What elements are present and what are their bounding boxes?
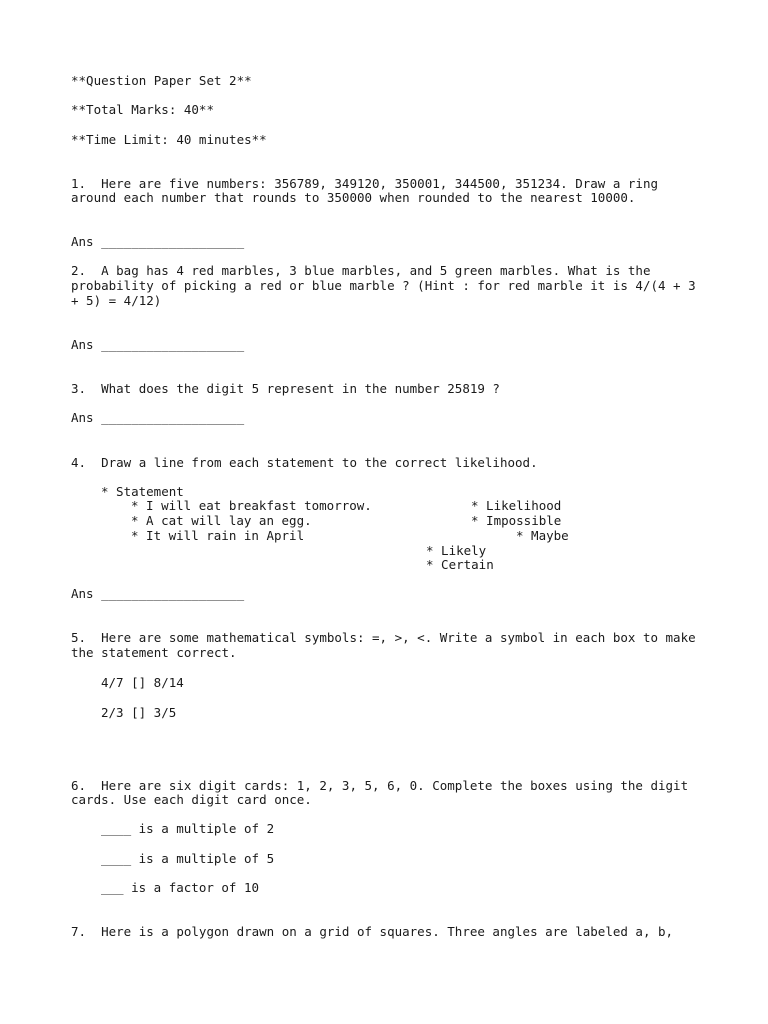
time-limit: **Time Limit: 40 minutes** — [71, 132, 267, 147]
likelihood-header: * Likelihood — [471, 498, 562, 513]
q1-text-line-2: around each number that rounds to 350000 when rounded to the nearest 10000. — [71, 190, 636, 205]
likelihood-item: * Maybe — [516, 528, 569, 543]
q6-blank-item[interactable]: ____ is a multiple of 2 — [101, 821, 275, 836]
q6-blank-item[interactable]: ___ is a factor of 10 — [101, 880, 260, 895]
statement-item: * It will rain in April — [131, 528, 305, 543]
statement-header: * Statement — [101, 484, 184, 499]
q7-text-line-1: 7. Here is a polygon drawn on a grid of squares. Three angles are labeled a, b, — [71, 924, 674, 939]
q3-answer-blank[interactable]: Ans ___________________ — [71, 410, 245, 425]
paper-title: **Question Paper Set 2** — [71, 73, 252, 88]
total-marks: **Total Marks: 40** — [71, 102, 214, 117]
q2-text-line-2: probability of picking a red or blue marble ? (Hint : for red marble it is 4/(4 + 3 — [71, 278, 696, 293]
likelihood-item: * Likely — [426, 543, 487, 558]
q5-comparison[interactable]: 4/7 [] 8/14 — [101, 675, 184, 690]
likelihood-item: * Impossible — [471, 513, 562, 528]
q6-blank-item[interactable]: ____ is a multiple of 5 — [101, 851, 275, 866]
q5-comparison[interactable]: 2/3 [] 3/5 — [101, 705, 177, 720]
likelihood-item: * Certain — [426, 557, 494, 572]
q1-text-line-1: 1. Here are five numbers: 356789, 349120, 350001, 344500, 351234. Draw a ring — [71, 176, 658, 191]
q4-answer-blank[interactable]: Ans ___________________ — [71, 586, 245, 601]
q1-answer-blank[interactable]: Ans ___________________ — [71, 234, 245, 249]
q6-text-line-2: cards. Use each digit card once. — [71, 792, 312, 807]
q3-text: 3. What does the digit 5 represent in the number 25819 ? — [71, 381, 500, 396]
statement-item: * A cat will lay an egg. — [131, 513, 312, 528]
q5-text-line-2: the statement correct. — [71, 645, 237, 660]
q5-text-line-1: 5. Here are some mathematical symbols: =, >, <. Write a symbol in each box to make — [71, 630, 696, 645]
q2-answer-blank[interactable]: Ans ___________________ — [71, 337, 245, 352]
q6-text-line-1: 6. Here are six digit cards: 1, 2, 3, 5, 6, 0. Complete the boxes using the digit — [71, 778, 689, 793]
statement-item: * I will eat breakfast tomorrow. — [131, 498, 372, 513]
q2-text-line-1: 2. A bag has 4 red marbles, 3 blue marbles, and 5 green marbles. What is the — [71, 263, 651, 278]
q4-text: 4. Draw a line from each statement to the correct likelihood. — [71, 455, 538, 470]
q2-text-line-3: + 5) = 4/12) — [71, 293, 162, 308]
